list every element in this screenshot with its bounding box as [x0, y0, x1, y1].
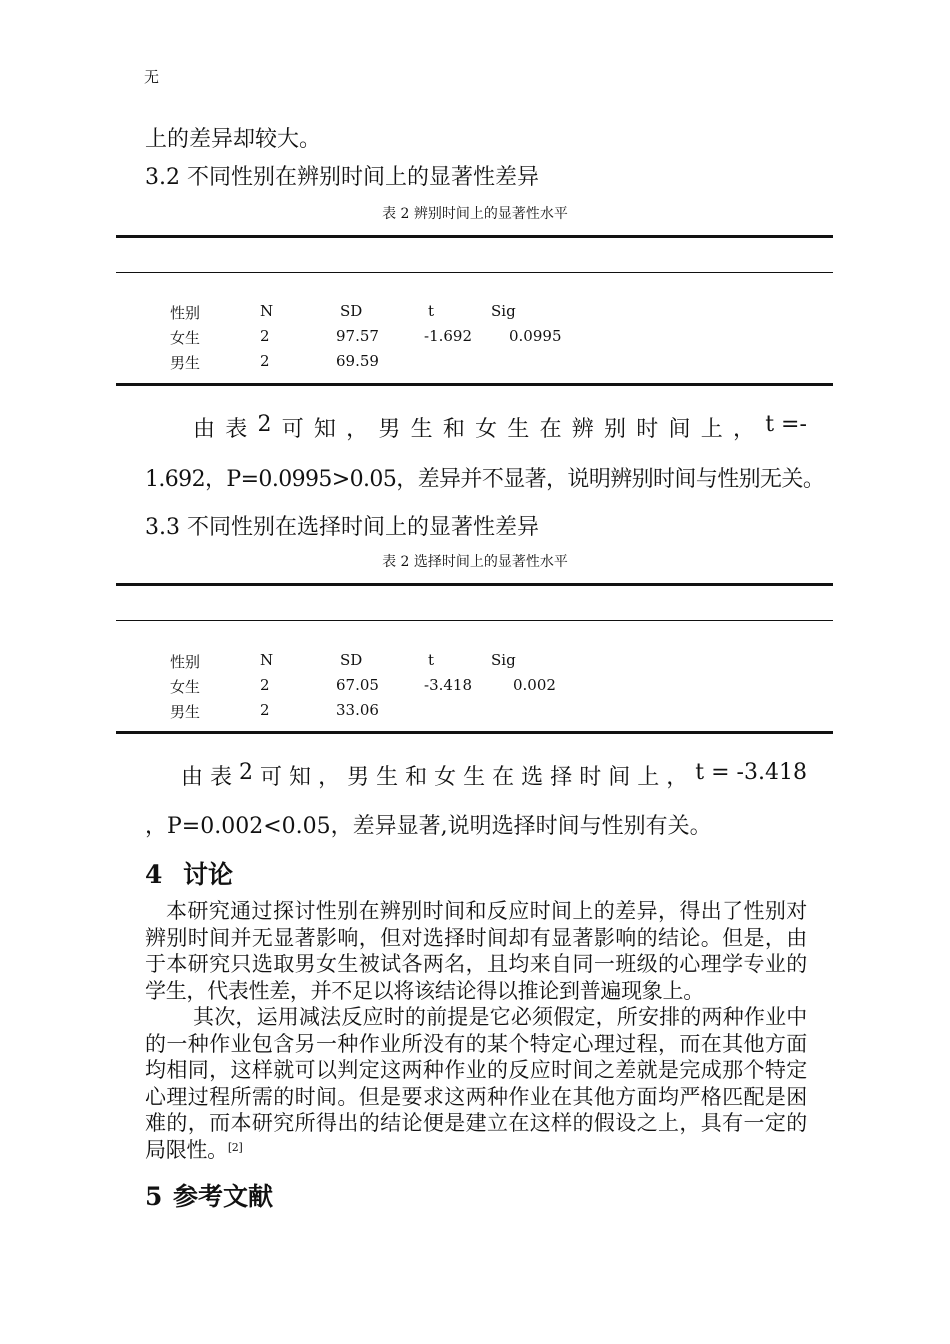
table-header-n: N — [260, 302, 274, 320]
section-title: 讨论 — [183, 860, 234, 889]
result-text-char: 和 — [405, 765, 428, 790]
result-text-char: ， — [346, 417, 369, 442]
table-cell: 33.06 — [336, 701, 379, 719]
result-text-char: 择 — [550, 765, 573, 790]
result-text-char: 别 — [604, 417, 627, 442]
table-caption-discrimination: 表 2 辨别时间上的显著性水平 — [382, 206, 568, 222]
result-text-char: 上 — [700, 417, 723, 442]
discussion-paragraph-2 — [145, 1004, 807, 1163]
table-caption-choice: 表 2 选择时间上的显著性水平 — [382, 554, 568, 570]
result-text-char: 女 — [434, 765, 457, 790]
result-text-char: 表 — [225, 417, 248, 442]
result-text-choice — [181, 760, 807, 791]
result-text-char: 生 — [410, 417, 433, 442]
result-text-char: 选 — [521, 765, 544, 790]
result-text-char: 知 — [313, 417, 336, 442]
table-header-sd: SD — [340, 302, 363, 320]
table-cell: 男生 — [170, 354, 201, 372]
result-text-discrimination-cont: 1.692，P=0.0995>0.05，差异并不显著，说明辨别时间与性别无关。 — [145, 467, 825, 492]
result-text-char: ， — [666, 765, 689, 790]
result-text-char: 由 — [181, 765, 204, 790]
table-top-rule — [116, 583, 833, 586]
table-cell: 2 — [260, 676, 270, 694]
table-cell: 女生 — [170, 329, 201, 347]
table-header-t: t — [428, 651, 435, 669]
result-text-discrimination — [193, 412, 807, 443]
table-cell: 2 — [260, 701, 270, 719]
table-mid-rule — [116, 620, 833, 621]
table-header-gender: 性别 — [170, 304, 201, 322]
result-text-char: 时 — [579, 765, 602, 790]
table-cell: -3.418 — [424, 676, 473, 694]
result-text-char: 在 — [492, 765, 515, 790]
result-text-char: 辨 — [571, 417, 594, 442]
table-mid-rule — [116, 272, 833, 273]
result-text-char: ， — [732, 417, 755, 442]
result-text-char: 男 — [347, 765, 370, 790]
result-text-choice-cont: ，P=0.002<0.05，差异显著,说明选择时间与性别有关。 — [145, 814, 712, 839]
table-header-t: t — [428, 302, 435, 320]
result-text-char: 男 — [378, 417, 401, 442]
table-cell: 2 — [260, 352, 270, 370]
result-text-char: t = -3.418 — [695, 760, 807, 785]
table-cell: 97.57 — [336, 327, 379, 345]
result-text-char: t =- — [765, 412, 807, 437]
table-cell: 67.05 — [336, 676, 379, 694]
result-text-char: 2 — [257, 412, 272, 437]
table-bottom-rule — [116, 383, 833, 386]
table-header-sig: Sig — [491, 651, 516, 669]
result-text-char: 表 — [210, 765, 233, 790]
citation-marker: [2] — [227, 1140, 243, 1154]
table-cell: 69.59 — [336, 352, 379, 370]
result-text-char: 和 — [442, 417, 465, 442]
table-cell: 0.002 — [513, 676, 556, 694]
table-top-rule — [116, 235, 833, 238]
result-text-char: 女 — [475, 417, 498, 442]
result-text-char: 可 — [281, 417, 304, 442]
table-cell: 男生 — [170, 703, 201, 721]
result-text-char: 生 — [507, 417, 530, 442]
result-text-char: 时 — [636, 417, 659, 442]
table-cell: 2 — [260, 327, 270, 345]
section-3-3-title: 3.3 不同性别在选择时间上的显著性差异 — [145, 515, 539, 540]
result-text-char: 可 — [260, 765, 283, 790]
result-text-char: 知 — [289, 765, 312, 790]
result-text-char: 在 — [539, 417, 562, 442]
section-4-heading — [145, 855, 233, 891]
table-cell: -1.692 — [424, 327, 473, 345]
table-header-gender: 性别 — [170, 653, 201, 671]
section-number: 4 — [145, 860, 163, 889]
section-title: 参考文献 — [173, 1182, 274, 1211]
table-bottom-rule — [116, 731, 833, 734]
section-3-2-title: 3.2 不同性别在辨别时间上的显著性差异 — [145, 165, 539, 190]
table-header-n: N — [260, 651, 274, 669]
result-text-char: 生 — [463, 765, 486, 790]
intro-text: 上的差异却较大。 — [145, 127, 322, 152]
table-cell: 0.0995 — [509, 327, 562, 345]
section-number: 5 — [145, 1182, 163, 1211]
page-header: 无 — [144, 68, 160, 86]
table-cell: 女生 — [170, 678, 201, 696]
result-text-char: 生 — [376, 765, 399, 790]
result-text-char: ， — [318, 765, 341, 790]
discussion-body — [145, 898, 807, 1163]
discussion-paragraph-1: 本研究通过探讨性别在辨别时间和反应时间上的差异，得出了性别对辨别时间并无显著影响，但对选择时间却有显著影响的结论。但是，由于本研究只选取男女生被试各两名，且均来自同一班级的心理学专业的学生，代表性差，并不足以将该结论得以推论到普遍现象上。 — [145, 899, 807, 1003]
result-text-char: 间 — [608, 765, 631, 790]
table-header-sd: SD — [340, 651, 363, 669]
table-header-sig: Sig — [491, 302, 516, 320]
result-text-char: 由 — [193, 417, 216, 442]
discussion-paragraph-2-text: 其次，运用减法反应时的前提是它必须假定，所安排的两种作业中的一种作业包含另一种作业所没有的某个特定心理过程，而在其他方面均相同，这样就可以判定这两种作业的反应时间之差就是完成那个特定心理过程所需的时间。但是要求这两种作业在其他方面均严格匹配是困难的，而本研究所得出的结论便是建立在这样的假设之上，具有一定的局限性。 — [145, 1005, 807, 1162]
result-text-char: 2 — [239, 760, 254, 785]
result-text-char: 间 — [668, 417, 691, 442]
section-5-heading — [145, 1177, 273, 1213]
result-text-char: 上 — [637, 765, 660, 790]
